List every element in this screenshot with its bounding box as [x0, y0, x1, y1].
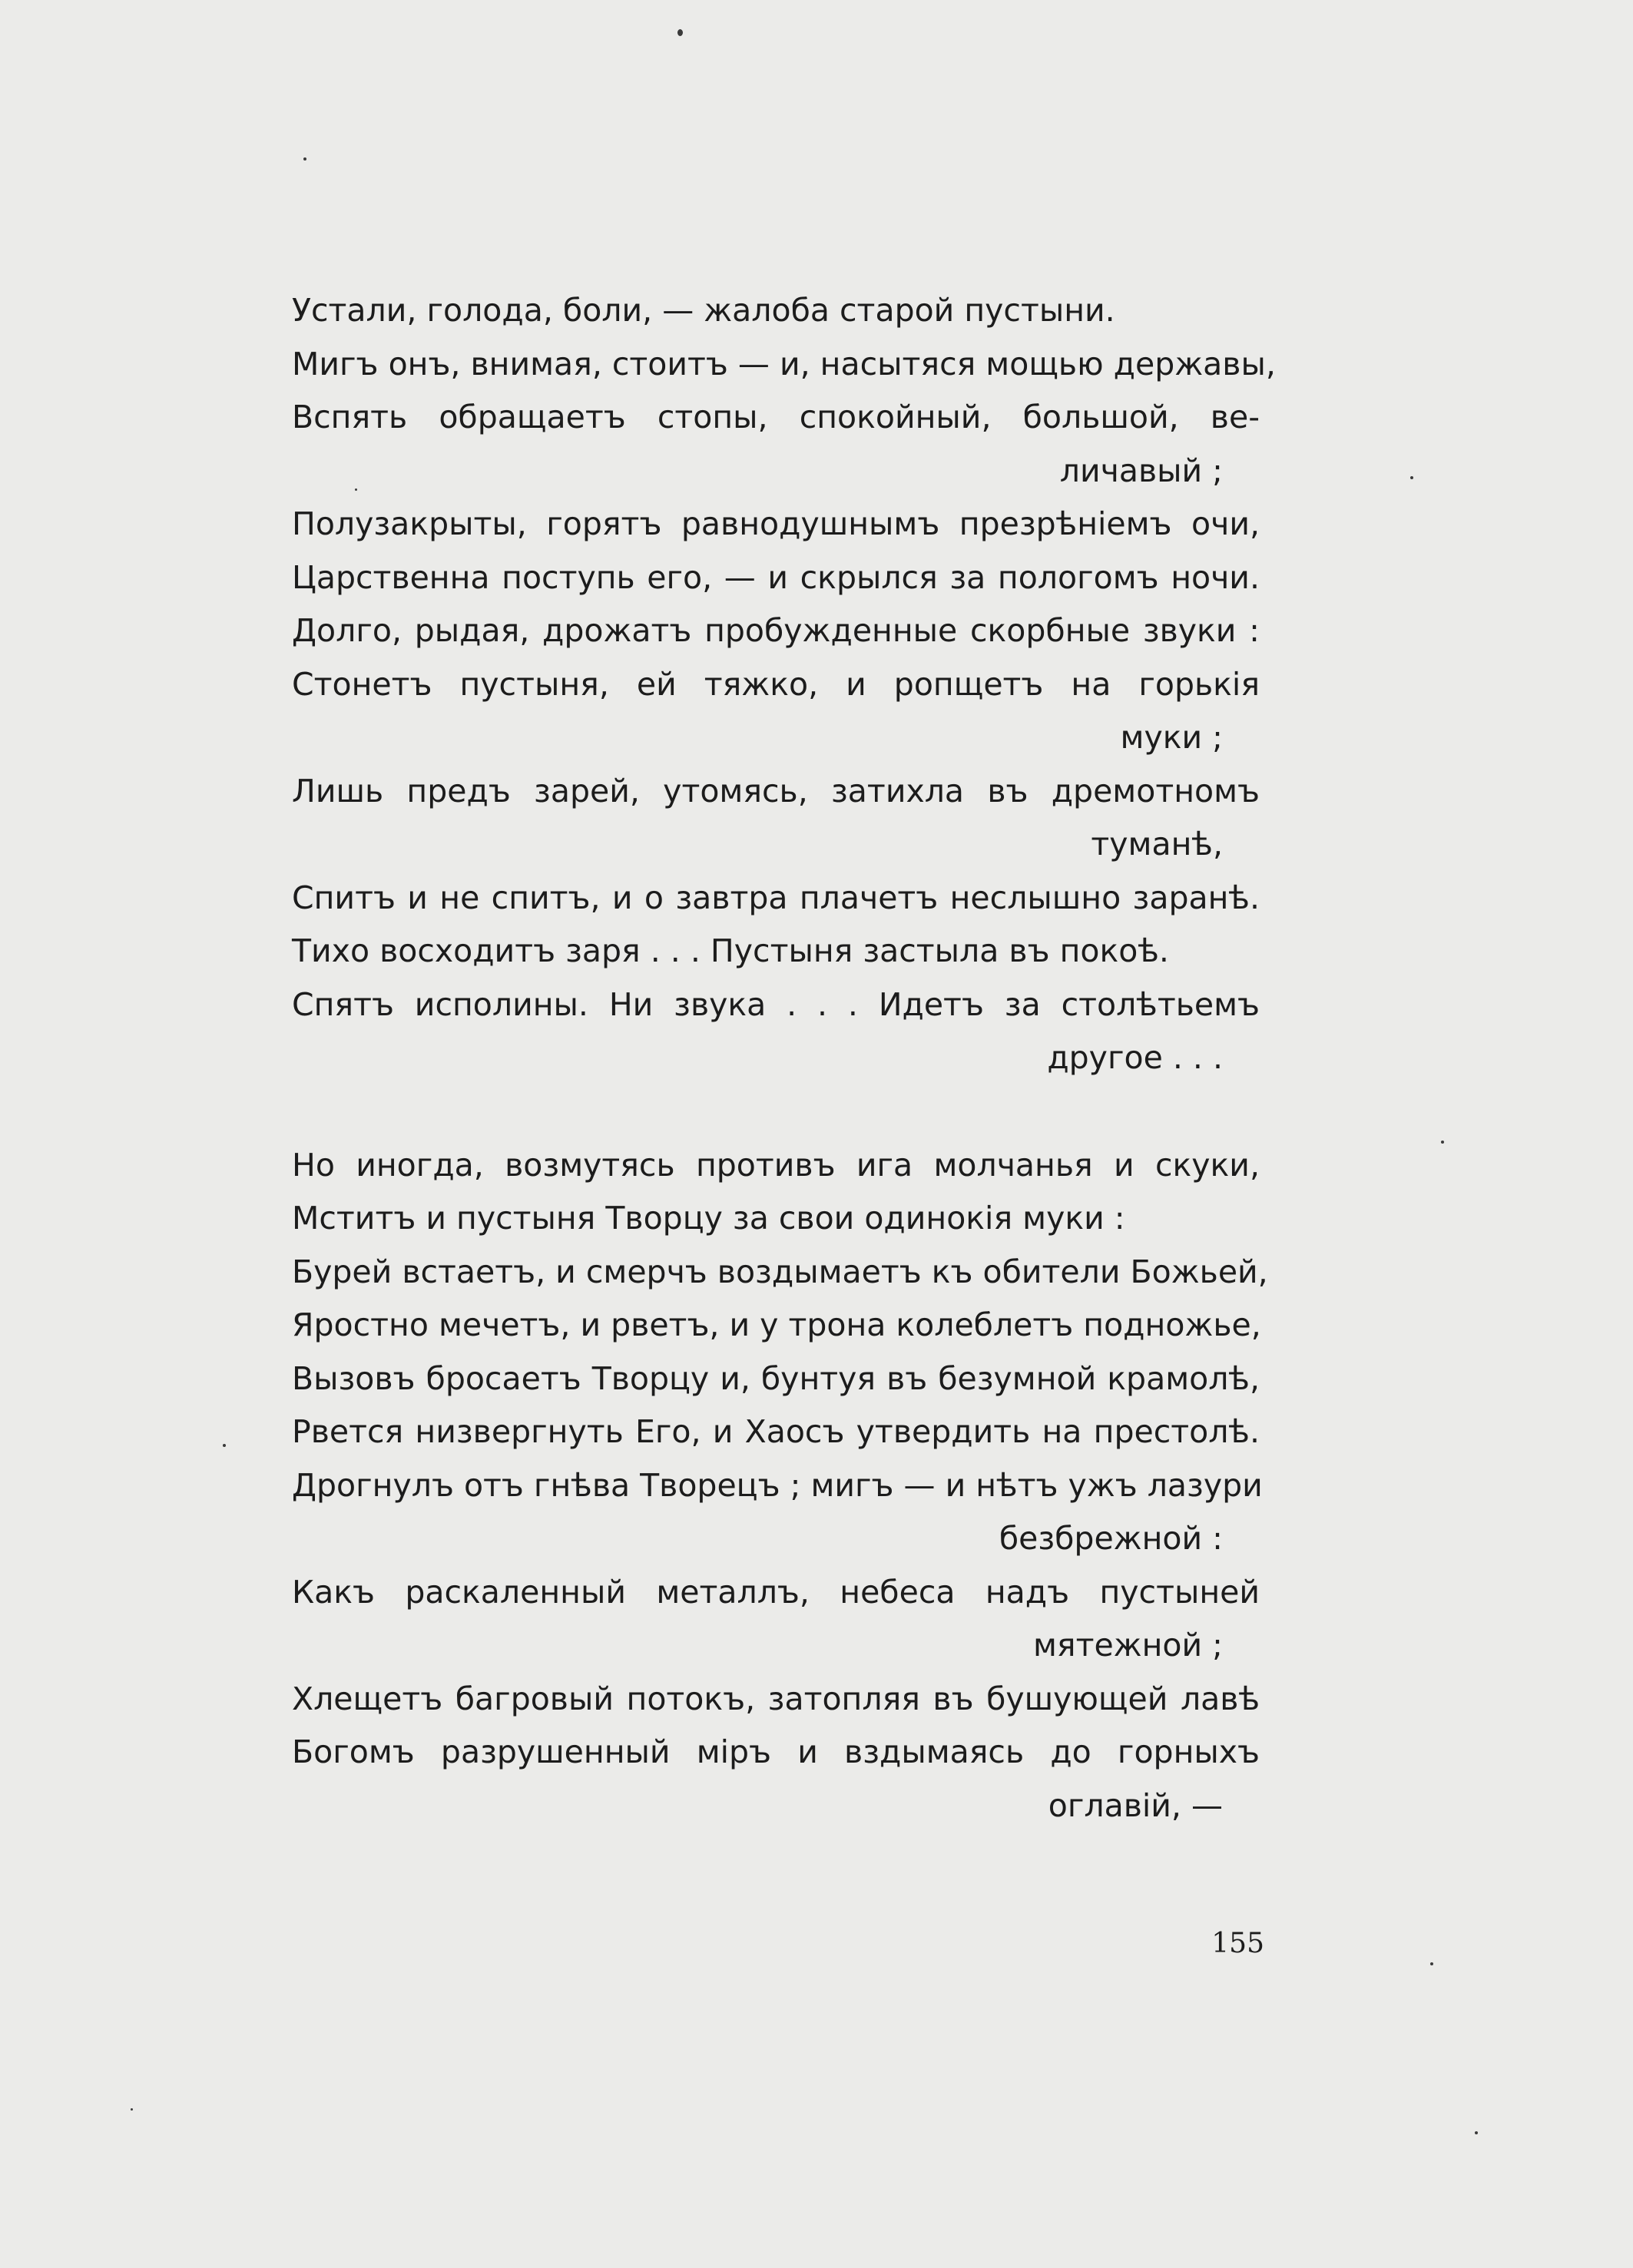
poem-line: Богомъ разрушенный міръ и вздымаясь до горныхъ — [292, 1733, 1260, 1770]
poem-line: Рвется низвергнуть Его, и Хаосъ утвердить на престолѣ. — [292, 1413, 1260, 1450]
poem-line: Бурей встаетъ, и смерчъ воздымаетъ къ обители Божьей, — [292, 1253, 1268, 1290]
poem-line: Вызовъ бросаетъ Творцу и, бунтуя въ безумной крамолѣ, — [292, 1359, 1260, 1397]
poem-line: Но иногда, возмутясь противъ ига молчанья и скуки, — [292, 1146, 1260, 1184]
poem-line: Тихо восходитъ заря . . . Пустыня застыла въ покоѣ. — [292, 932, 1169, 969]
paper-speck — [223, 1444, 226, 1447]
poem-line-continuation: мятежной ; — [1032, 1627, 1223, 1664]
paper-speck — [131, 2108, 133, 2111]
paper-speck — [303, 157, 306, 161]
stanza — [292, 1139, 1268, 1833]
paper-speck — [677, 29, 683, 36]
poem-line-continuation: личавый ; — [1059, 452, 1223, 489]
poem-line: Вспять обращаетъ стопы, спокойный, большой, ве- — [292, 399, 1260, 435]
stanza — [292, 284, 1276, 1085]
paper-speck — [1441, 1141, 1444, 1144]
page-number: 155 — [1211, 1928, 1264, 1959]
paper-speck — [1475, 2131, 1478, 2134]
poem-line: Мститъ и пустыня Творцу за свои одинокія муки : — [292, 1200, 1125, 1237]
poem-line: Полузакрыты, горятъ равнодушнымъ презрѣніемъ очи, — [292, 505, 1260, 542]
poem-line: Долго, рыдая, дрожатъ пробужденные скорбные звуки : — [292, 612, 1260, 649]
poem-line-continuation: муки ; — [1120, 719, 1223, 756]
poem-line: Хлещетъ багровый потокъ, затопляя въ бушующей лавѣ — [292, 1680, 1260, 1717]
poem-line-continuation: другое . . . — [1047, 1039, 1223, 1076]
poem-line-continuation: туманѣ, — [1091, 826, 1223, 863]
paper-speck — [1430, 1962, 1433, 1965]
poem-text — [292, 284, 1276, 1833]
poem-line: Спятъ исполины. Ни звука . . . Идетъ за столѣтьемъ — [292, 985, 1260, 1023]
poem-line: Яростно мечетъ, и рветъ, и у трона колеблетъ подножье, — [292, 1306, 1261, 1343]
poem-line: Царственна поступь его, — и скрылся за пологомъ ночи. — [292, 558, 1260, 596]
poem-line-continuation: оглавій, — — [1048, 1786, 1223, 1824]
poem-line: Какъ раскаленный металлъ, небеса надъ пустыней — [292, 1573, 1260, 1611]
poem-line: Устали, голода, боли, — жалоба старой пустыни. — [292, 292, 1115, 329]
poem-line: Дрогнулъ отъ гнѣва Творецъ ; мигъ — и нѣтъ ужъ лазури — [292, 1466, 1263, 1504]
poem-line: Стонетъ пустыня, ей тяжко, и ропщетъ на горькія — [292, 665, 1260, 703]
paper-speck — [355, 488, 357, 491]
poem-line-continuation: безбрежной : — [999, 1520, 1223, 1557]
poem-line: Лишь предъ зарей, утомясь, затихла въ дремотномъ — [292, 772, 1260, 810]
poem-line: Спитъ и не спитъ, и о завтра плачетъ неслышно заранѣ. — [292, 879, 1260, 916]
poem-line: Мигъ онъ, внимая, стоитъ — и, насытяся мощью державы, — [292, 345, 1276, 382]
paper-speck — [1410, 476, 1413, 479]
